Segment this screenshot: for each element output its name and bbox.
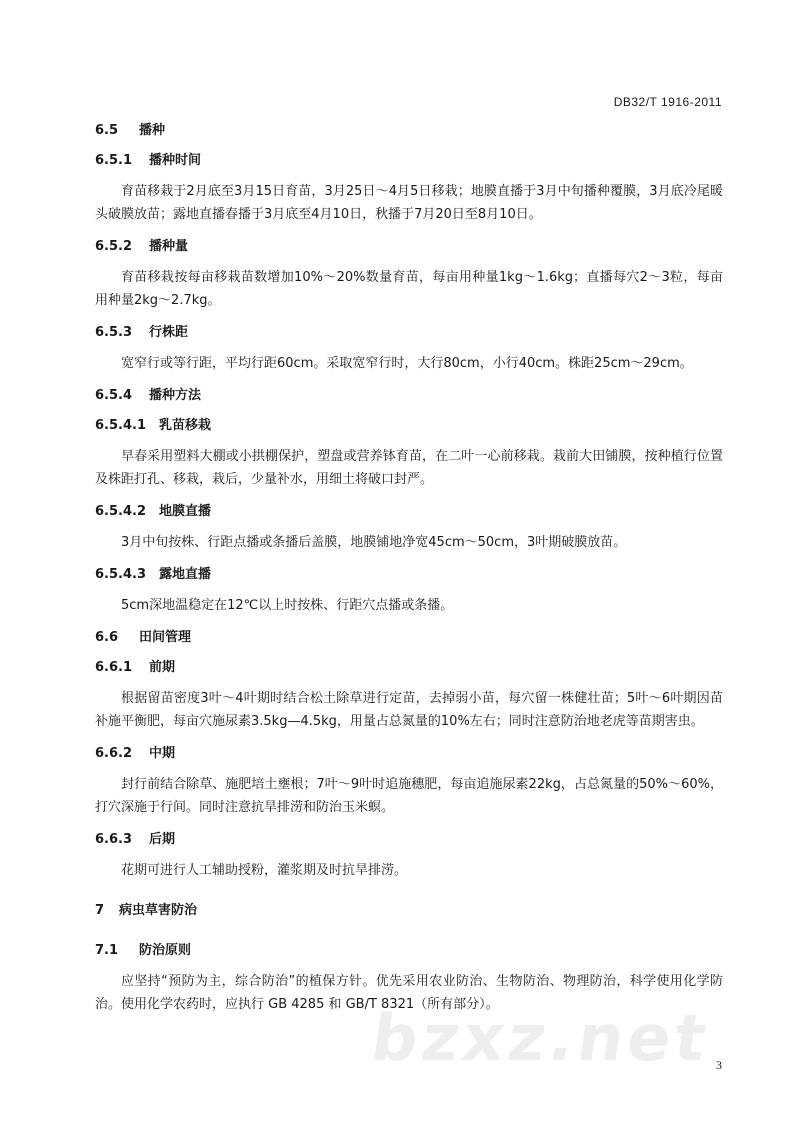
section-title: 防治原则 — [139, 943, 192, 958]
section-number: 6.5.4 — [95, 388, 133, 403]
heading-6-5-4-2 — [95, 501, 723, 523]
heading-7 — [95, 900, 723, 922]
section-number: 6.6 — [95, 630, 119, 645]
paragraph-film-sowing: 3月中旬按株、行距点播或条播后盖膜，地膜铺地净宽45cm～50cm，3叶期破膜放苗。 — [121, 535, 627, 550]
section-number: 6.6.3 — [95, 832, 133, 847]
heading-6-5-1 — [95, 150, 723, 172]
section-title: 乳苗移栽 — [159, 418, 212, 433]
paragraph-late-stage: 花期可进行人工辅助授粉，灌浆期及时抗旱排涝。 — [121, 863, 408, 878]
section-title: 后期 — [149, 832, 176, 847]
section-number: 7 — [95, 903, 105, 918]
section-title: 露地直播 — [159, 567, 212, 582]
heading-6-5-3 — [95, 322, 723, 344]
paragraph-seeding-rate: 育苗移栽按每亩移栽苗数增加10%～20%数量育苗，每亩用种量1kg～1.6kg；直播每穴2～3粒，每亩用种量2kg～2.7kg。 — [95, 270, 723, 308]
section-number: 6.5.4.2 — [95, 504, 146, 519]
section-number: 6.6.2 — [95, 746, 133, 761]
paragraph-sowing-time: 育苗移栽于2月底至3月15日育苗，3月25日～4月5日移栽；地膜直播于3月中旬播种覆膜，3月底冷尾暖头破膜放苗；露地直播春播于3月底至4月10日，秋播于7月20日至8月10日。 — [95, 184, 723, 222]
paragraph-early-stage: 根据留苗密度3叶～4叶期时结合松土除草进行定苗，去掉弱小苗，每穴留一株健壮苗；5叶～6叶期因苗补施平衡肥，每亩穴施尿素3.5kg—4.5kg，用量占总氮量的10%左右；同时注意防治地老虎等苗期害虫。 — [95, 691, 723, 729]
section-number: 6.5.2 — [95, 239, 133, 254]
section-number: 6.5.1 — [95, 153, 133, 168]
document-body — [95, 120, 723, 1016]
paragraph-row-spacing: 宽窄行或等行距，平均行距60cm。采取宽窄行时，大行80cm，小行40cm。株距25cm～29cm。 — [121, 356, 693, 371]
heading-6-5-4 — [95, 385, 723, 407]
heading-6-6-3 — [95, 829, 723, 851]
section-title: 前期 — [149, 660, 176, 675]
paragraph-control-principles: 应坚持“预防为主，综合防治”的植保方针。优先采用农业防治、生物防治、物理防治，科学使用化学防治。使用化学农药时，应执行 GB 4285 和 GB/T 8321（所有部分）。 — [95, 974, 723, 1012]
heading-6-6 — [95, 627, 723, 649]
heading-6-5 — [95, 120, 723, 142]
heading-6-6-2 — [95, 743, 723, 765]
heading-6-5-4-1 — [95, 415, 723, 437]
page-number: 3 — [716, 1058, 722, 1072]
heading-6-5-4-3 — [95, 564, 723, 586]
document-code: DB32/T 1916-2011 — [613, 95, 722, 109]
section-title: 播种方法 — [149, 388, 202, 403]
section-number: 6.5.4.1 — [95, 418, 146, 433]
watermark: bzxz.net — [366, 1002, 715, 1076]
section-title: 播种 — [139, 123, 166, 138]
section-number: 6.5.3 — [95, 325, 133, 340]
paragraph-open-field-sowing: 5cm深地温稳定在12℃以上时按株、行距穴点播或条播。 — [121, 598, 454, 613]
section-number: 6.5.4.3 — [95, 567, 146, 582]
section-title: 地膜直播 — [159, 504, 212, 519]
section-title: 播种量 — [149, 239, 189, 254]
paragraph-middle-stage: 封行前结合除草、施肥培土壅根；7叶～9叶时追施穗肥，每亩追施尿素22kg，占总氮量的50%～60%，打穴深施于行间。同时注意抗旱排涝和防治玉米螟。 — [95, 777, 723, 815]
section-title: 中期 — [149, 746, 176, 761]
section-number: 6.6.1 — [95, 660, 133, 675]
heading-7-1 — [95, 940, 723, 962]
section-title: 田间管理 — [139, 630, 192, 645]
section-title: 病虫草害防治 — [119, 903, 198, 918]
section-number: 6.5 — [95, 123, 119, 138]
heading-6-6-1 — [95, 657, 723, 679]
paragraph-seedling-transplant: 早春采用塑料大棚或小拱棚保护，塑盘或营养钵育苗，在二叶一心前移栽。栽前大田铺膜，按种植行位置及株距打孔、移栽，栽后，少量补水，用细土将破口封严。 — [95, 449, 723, 487]
section-number: 7.1 — [95, 943, 119, 958]
heading-6-5-2 — [95, 236, 723, 258]
section-title: 播种时间 — [149, 153, 202, 168]
section-title: 行株距 — [149, 325, 189, 340]
